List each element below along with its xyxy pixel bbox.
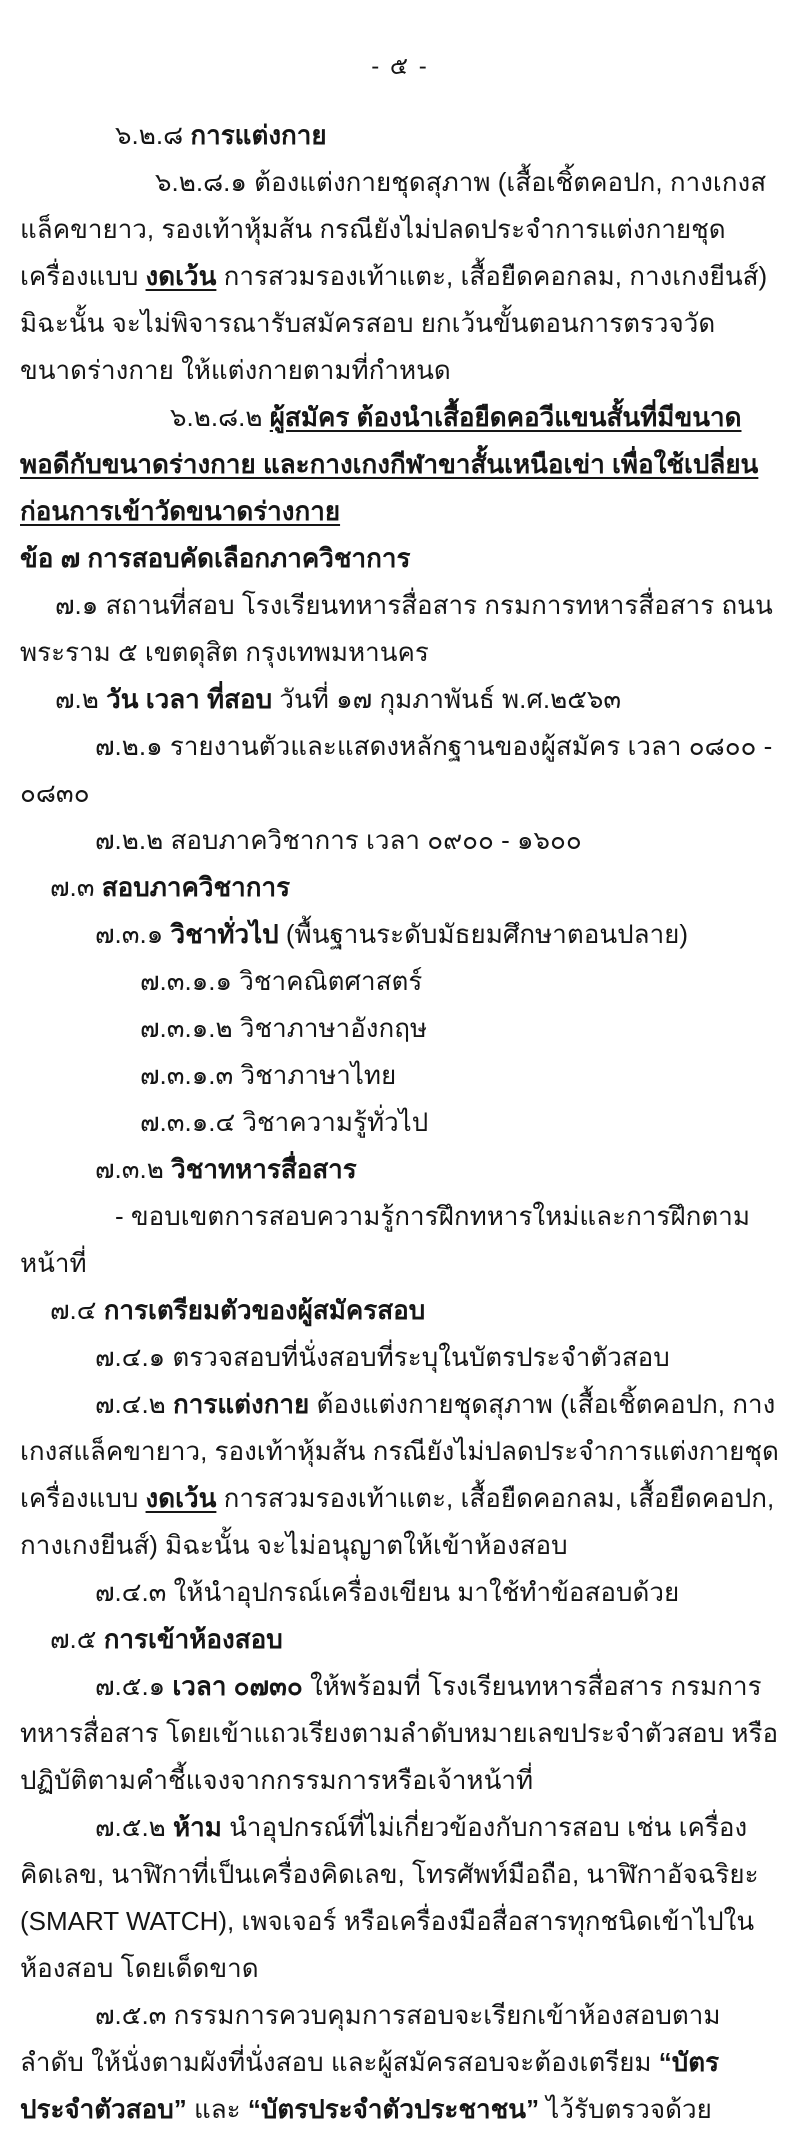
clause-7-1 [20, 582, 780, 676]
emphasized-text: ผู้สมัคร ต้องนำเสื้อยืดคอวีแขนสั้นที่มีขนาดพอดีกับขนาดร่างกาย และกางเกงกีฬาขาสั้นเหนือเข่า เพื่อใช้เปลี่ยนก่อนการเข้าวัดขนาดร่างกาย [20, 402, 759, 526]
clause-title: วิชาทั่วไป [170, 919, 286, 949]
clause-7-3-heading [20, 864, 780, 911]
text-run: (พื้นฐานระดับมัธยมศึกษาตอนปลาย) [285, 919, 689, 949]
text-run: ๗.๔.๑ ตรวจสอบที่นั่งสอบที่ระบุในบัตรประจำตัวสอบ [95, 1342, 670, 1372]
clause-number: ๗.๓.๒ [95, 1154, 172, 1184]
text-run: ๖.๒.๘.๑ ต้องแต่งกายชุดสุภาพ (เสื้อเชิ้ตคอปก, กางเกงสแล็คขายาว, รองเท้าหุ้มส้น กรณียังไม่ปลดประจำการแต่งกายชุดเครื่องแบบ [20, 167, 767, 291]
text-run: ๗.๒.๑ รายงานตัวและแสดงหลักฐานของผู้สมัคร เวลา ๐๘๐๐ - ๐๘๓๐ [20, 731, 773, 808]
clause-6-2-8-1 [20, 159, 780, 394]
section-7-heading [20, 535, 780, 582]
clause-title: วิชาทหารสื่อสาร [171, 1154, 357, 1184]
clause-7-3-1-3 [20, 1052, 780, 1099]
clause-number: ๗.๓ [50, 872, 102, 902]
clause-title: การแต่งกาย [190, 120, 327, 150]
clause-title: สอบภาควิชาการ [101, 872, 291, 902]
page-number: - ๕ - [371, 53, 429, 80]
emphasized-term: งดเว้น [145, 261, 217, 291]
clause-7-5-heading [20, 1616, 780, 1663]
clause-number: ๗.๔.๒ [95, 1389, 174, 1419]
clause-number: ๖.๒.๘.๒ [170, 402, 270, 432]
text-run: ๗.๕.๓ กรรมการควบคุมการสอบจะเรียกเข้าห้องสอบตามลำดับ ให้นั่งตามผังที่นั่งสอบ และผู้สมัครสอบจะต้องเตรียม [20, 2000, 721, 2077]
text-run: ต้องแต่งกายชุดสุภาพ (เสื้อเชิ้ตคอปก, กางเกงสแล็คขายาว, รองเท้าหุ้มส้น กรณียังไม่ปลดประจำการแต่งกายชุดเครื่องแบบ [20, 1389, 779, 1513]
emphasized-term: งดเว้น [145, 1483, 217, 1513]
clause-7-3-1 [20, 911, 780, 958]
text-run: ๗.๒.๒ สอบภาควิชาการ เวลา ๐๙๐๐ - ๑๖๐๐ [95, 825, 582, 855]
clause-number: ๗.๔ [50, 1295, 104, 1325]
clause-number: ๖.๒.๘ [115, 120, 191, 150]
clause-number: ๗.๕.๒ [95, 1812, 174, 1842]
clause-7-3-1-2 [20, 1005, 780, 1052]
clause-number: ๗.๒ [55, 684, 107, 714]
text-run: ๗.๓.๑.๑ วิชาคณิตศาสตร์ [140, 966, 423, 996]
text-run: ๗.๓.๑.๓ วิชาภาษาไทย [140, 1060, 397, 1090]
clause-title: วัน เวลา ที่สอบ [106, 684, 280, 714]
clause-7-2-2 [20, 817, 780, 864]
time-emphasis: เวลา ๐๗๓๐ [172, 1671, 310, 1701]
text-run: การสวมรองเท้าแตะ, เสื้อยืดคอกลม, เสื้อยืดคอปก, กางเกงยีนส์) มิฉะนั้น จะไม่อนุญาตให้เข้าห้องสอบ [20, 1483, 775, 1560]
text-run: ให้พร้อมที่ โรงเรียนทหารสื่อสาร กรมการทหารสื่อสาร โดยเข้าแถวเรียงตามลำดับหมายเลขประจำตัวสอบ หรือปฏิบัติตามคำชี้แจงจากกรรมการหรือเจ้าหน้าที่ [20, 1671, 779, 1795]
clause-title: การเข้าห้องสอบ [103, 1624, 283, 1654]
clause-7-4-1 [20, 1334, 780, 1381]
text-run: ๗.๓.๑.๒ วิชาภาษาอังกฤษ [140, 1013, 428, 1043]
clause-7-4-heading [20, 1287, 780, 1334]
clause-6-2-8-2 [20, 394, 780, 535]
text-run: ๗.๓.๑.๔ วิชาความรู้ทั่วไป [140, 1107, 429, 1137]
clause-title: การแต่งกาย [173, 1389, 317, 1419]
clause-7-2-1 [20, 723, 780, 817]
quoted-term-id-card: “บัตรประจำตัวประชาชน” [247, 2094, 540, 2124]
text-run: การสวมรองเท้าแตะ, เสื้อยืดคอกลม, กางเกงยีนส์) มิฉะนั้น จะไม่พิจารณารับสมัครสอบ ยกเว้นขั้นตอนการตรวจวัดขนาดร่างกาย ให้แต่งกายตามที่กำหนด [20, 261, 768, 385]
clause-7-4-3 [20, 1569, 780, 1616]
clause-7-3-2-scope [20, 1193, 780, 1287]
clause-7-2 [20, 676, 780, 723]
clause-7-3-1-4 [20, 1099, 780, 1146]
text-run: ๗.๔.๓ ให้นำอุปกรณ์เครื่องเขียน มาใช้ทำข้อสอบด้วย [95, 1577, 680, 1607]
clause-number: ๗.๓.๑ [95, 919, 171, 949]
text-run: นำอุปกรณ์ที่ไม่เกี่ยวข้องกับการสอบ เช่น เครื่องคิดเลข, นาฬิกาที่เป็นเครื่องคิดเลข, โทรศัพท์มือถือ, นาฬิกาอัจฉริยะ (SMART WATCH), เพจเจอร์ หรือเครื่องมือสื่อสารทุกชนิดเข้าไปในห้องสอบ โดยเด็ดขาด [20, 1812, 759, 1983]
clause-7-5-2 [20, 1804, 780, 1992]
text-run: และ [186, 2094, 248, 2124]
clause-number: ๗.๕.๑ [95, 1671, 173, 1701]
clause-7-5-3 [20, 1992, 780, 2133]
prohibition-emphasis: ห้าม [173, 1812, 230, 1842]
text-run: - ขอบเขตการสอบความรู้การฝึกทหารใหม่และการฝึกตามหน้าที่ [20, 1201, 750, 1278]
quoted-term-exam-card: “บัตรประจำตัวสอบ” [20, 2047, 720, 2124]
text-run: ไว้รับตรวจด้วย [539, 2094, 712, 2124]
clause-7-3-1-1 [20, 958, 780, 1005]
clause-number: ๗.๕ [50, 1624, 104, 1654]
text-run: วันที่ ๑๗ กุมภาพันธ์ พ.ศ.๒๕๖๓ [279, 684, 622, 714]
document-body [0, 112, 800, 2133]
text-run: ๗.๑ สถานที่สอบ โรงเรียนทหารสื่อสาร กรมการทหารสื่อสาร ถนนพระราม ๕ เขตดุสิต กรุงเทพมหานคร [20, 590, 773, 667]
section-title: ข้อ ๗ การสอบคัดเลือกภาควิชาการ [20, 543, 411, 573]
clause-7-5-1 [20, 1663, 780, 1804]
clause-7-4-2 [20, 1381, 780, 1569]
clause-6-2-8-heading [20, 112, 780, 159]
clause-7-3-2 [20, 1146, 780, 1193]
clause-title: การเตรียมตัวของผู้สมัครสอบ [103, 1295, 426, 1325]
